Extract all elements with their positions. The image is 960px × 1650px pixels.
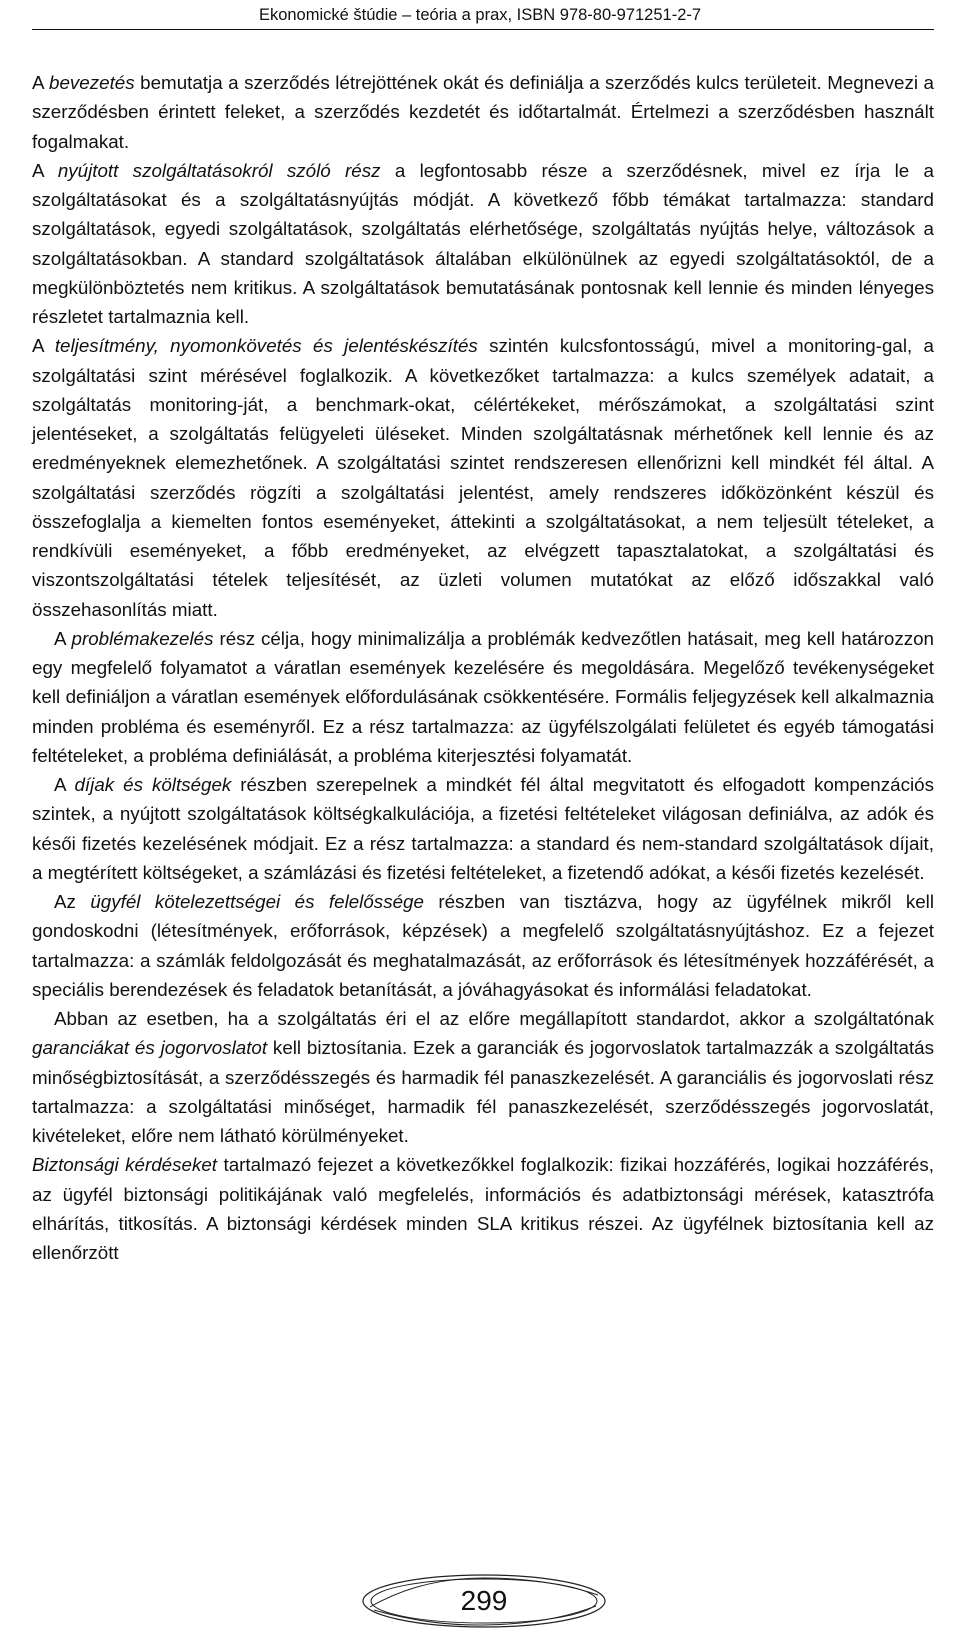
paragraph bbox=[32, 68, 934, 156]
emphasized-term: bevezetés bbox=[49, 72, 135, 93]
text-run: részben van tisztázva, hogy az ügyfélnek mikről kell gondoskodni (létesítmények, erőforrások, képzések) a megfelelő szolgáltatásnyújtáshoz. Ez a fejezet tartalmazza: a számlák feldolgozását és meghatalmazását, az erőforrások és létesítmények hozzáférését, a speciális berendezések és feladatok betanítását, a jóváhagyásokat és informálási feladatokat. bbox=[32, 891, 934, 1000]
text-run: A bbox=[32, 335, 55, 357]
text-run: A bbox=[54, 774, 75, 795]
emphasized-term: nyújtott szolgáltatásokról szóló rész bbox=[57, 159, 381, 181]
running-header: Ekonomické štúdie – teória a prax, ISBN 978-80-971251-2-7 bbox=[258, 6, 702, 24]
emphasized-term: Biztonsági kérdéseket bbox=[32, 1154, 217, 1176]
paragraph bbox=[32, 156, 934, 332]
text-run: Az bbox=[54, 891, 91, 912]
text-run: kell biztosítania. Ezek a garanciák és jogorvoslatok tartalmazzák a szolgáltatás minőségbiztosítását, a szerződésszegés és harmadik fél panaszkezelését. A garanciális és jogorvoslati rész tartalmazza: a szolgáltatási minőséget, harmadik fél panaszkezelését, szerződésszegés jogorvoslatát, kivételeket, előre nem látható körülményeket. bbox=[32, 1037, 935, 1146]
text-run: a legfontosabb része a szerződésnek, mivel ez írja le a szolgáltatásokat és a szolgáltatásnyújtás módját. A következő főbb témákat tartalmazza: standard szolgáltatások, egyedi szolgáltatások, szolgáltatás elérhetősége, szolgáltatás nyújtás helye, változások a szolgáltatásokban. A standard szolgáltatások általában elkülönülnek az egyedi szolgáltatásoktól, de a megkülönböztetés nem kritikus. A szolgáltatások bemutatásának pontosnak kell lennie és minden lényeges részletet tartalmaznia kell. bbox=[32, 159, 934, 327]
header-rule bbox=[32, 29, 934, 30]
text-run: A bbox=[54, 627, 72, 649]
page-number-badge bbox=[360, 1572, 608, 1630]
emphasized-term: díjak és költségek bbox=[74, 774, 232, 795]
text-run: A bbox=[32, 159, 58, 181]
paragraph bbox=[32, 624, 934, 770]
paragraph bbox=[32, 887, 934, 1004]
text-run: tartalmazó fejezet a következőkkel foglalkozik: fizikai hozzáférés, logikai hozzáférés, az ügyfél biztonsági politikájának való megfelelés, információs és adatbiztonsági mérések, katasztrófa elhárítás, titkosítás. A biztonsági kérdések minden SLA kritikus részei. Az ügyfélnek biztosítania kell az ellenőrzött bbox=[32, 1154, 934, 1263]
text-run: Abban az esetben, ha a szolgáltatás éri el az előre megállapított standardot, akkor a szolgáltatónak bbox=[54, 1008, 934, 1029]
paragraph bbox=[32, 1150, 934, 1267]
paragraph bbox=[32, 331, 934, 624]
emphasized-term: ügyfél kötelezettségei és felelőssége bbox=[90, 891, 424, 912]
body-text bbox=[32, 68, 934, 1267]
text-run: részben szerepelnek a mindkét fél által megvitatott és elfogadott kompenzációs szintek, a nyújtott szolgáltatások költségkalkulációja, a fizetési feltételeket világosan definiálva, az adók és késői fizetés kezelésének módjait. Ez a rész tartalmazza: a standard és nem-standard szolgáltatások díjait, a megtérített költségeket, a számlázási és fizetési feltételeket, a fizetendő adókat, a késői fizetés kezelését. bbox=[32, 774, 934, 883]
text-run: szintén kulcsfontosságú, mivel a monitoring-gal, a szolgáltatási szint mérésével foglalkozik. A következőket tartalmazza: a kulcs személyek adatait, a szolgáltatás monitoring-ját, a benchmark-okat, célértékeket, mérőszámokat, a szolgáltatási szint jelentéseket, a szolgáltatás felügyeleti üléseket. Minden szolgáltatásnak mérhetőnek kell lennie és az eredményeknek elemezhetőnek. A szolgáltatási szintet rendszeresen ellenőrizni kell mindkét fél által. A szolgáltatási szerződés rögzíti a szolgáltatási jelentést, amely rendszeres időközönként készül és összefoglalja a kiemelten fontos eseményeket, áttekinti a szolgáltatásokat, a nem teljesült tételeket, a rendkívüli eseményeket, a főbb eredményeket, az elvégzett tapasztalatokat, a szolgáltatási és viszontszolgáltatási tételek teljesítését, az üzleti volumen mutatókat az előző időszakkal való összehasonlítás miatt. bbox=[32, 335, 934, 620]
emphasized-term: problémakezelés bbox=[71, 627, 214, 649]
emphasized-term: garanciákat és jogorvoslatot bbox=[32, 1037, 268, 1059]
text-run: A bbox=[32, 72, 50, 93]
text-run: bemutatja a szerződés létrejöttének okát és definiálja a szerződés kulcs területeit. Megnevezi a szerződésben érintett feleket, a szerződés kezdetét és időtartalmát. Értelmezi a szerződésben használt fogalmakat. bbox=[32, 72, 934, 152]
emphasized-term: teljesítmény, nyomonkövetés és jelentéskészítés bbox=[54, 335, 478, 357]
paragraph bbox=[32, 770, 934, 887]
page-number: 299 bbox=[460, 1585, 508, 1616]
paragraph bbox=[32, 1004, 934, 1150]
text-run: rész célja, hogy minimalizálja a problémák kedvezőtlen hatásait, meg kell határozzon egy megfelelő folyamatot a váratlan események kezelésére és megoldására. Megelőző tevékenységeket kell definiáljon a váratlan események előfordulásának csökkentésére. Formális feljegyzések kell alkalmaznia minden probléma és eseményről. Ez a rész tartalmazza: az ügyfélszolgálati felületet és egyéb támogatási feltételeket, a probléma definiálását, a probléma kiterjesztési folyamatát. bbox=[32, 627, 934, 766]
